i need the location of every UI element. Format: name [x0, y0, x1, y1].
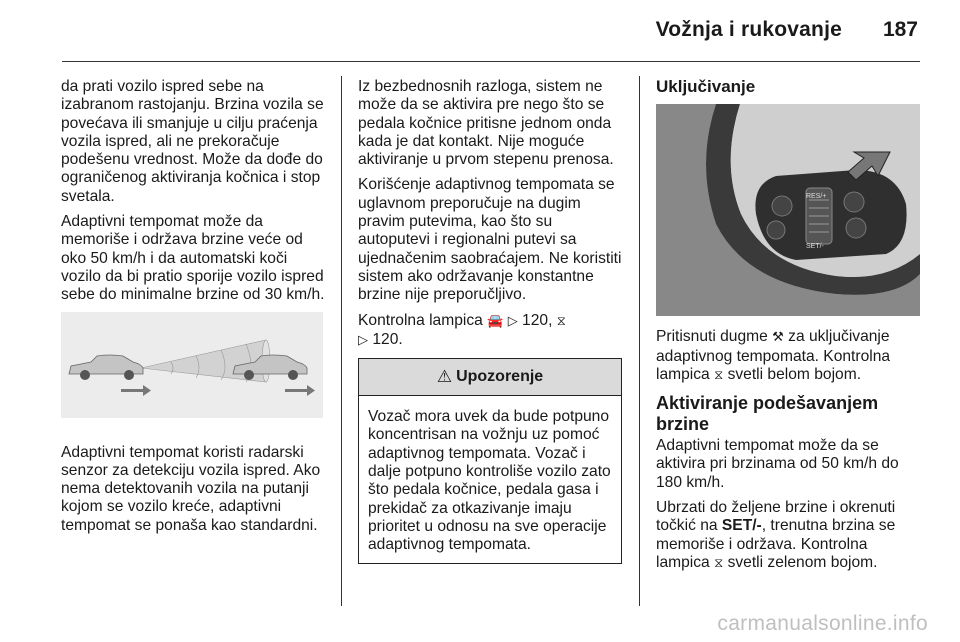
- cruise-button-icon: ⚒: [772, 330, 784, 346]
- res-label: RES/+: [806, 193, 827, 201]
- cruise-lamp-icon: ⧖: [556, 313, 566, 329]
- radar-illustration: [61, 312, 323, 418]
- col3-paragraph-3: Ubrzati do željene brzine i okrenuti točkić na SET/-, trenutna brzina se memoriše i održava. Kontrolna lampica ⧖ svetli zelenom bojom.: [656, 499, 896, 571]
- page-header: [0, 0, 960, 60]
- page-ref-2[interactable]: 120.: [372, 330, 403, 348]
- col3-paragraph-2: Adaptivni tempomat može da se aktivira pri brzinama od 50 km/h do 180 km/h.: [656, 437, 899, 491]
- column-2: [358, 78, 628, 564]
- col1-paragraph-2: Adaptivni tempomat može da memoriše i održava brzine veće od oko 50 km/h i da automatski koči vozilo da bi pratio sporije vozilo ispred sebe do minimalne brzine od 30 km/h.: [61, 213, 325, 304]
- direction-arrow-left-icon: [121, 385, 151, 396]
- page-number: 187: [882, 18, 918, 41]
- heading-speed-activation: Aktiviranje podešavanjem brzine: [656, 393, 879, 435]
- header-title: Vožnja i rukovanje: [655, 18, 842, 41]
- col3-paragraph-1: Pritisnuti dugme ⚒ za uključivanje adaptivnog tempomata. Kontrolna lampica ⧖ svetli belom bojom.: [656, 328, 891, 383]
- steering-wheel-illustration: [656, 104, 920, 316]
- control-lamp-label: Kontrolna lampica: [358, 311, 483, 329]
- col2-paragraph-1: Iz bezbednosnih razloga, sistem ne može da se aktivira pre nego što se pedala kočnice pritisne jednom onda kada je dat kontakt. Nije moguće aktiviranje u prvom stepenu prenosa.: [358, 78, 614, 169]
- car-lamp-icon: 🚘: [487, 313, 504, 329]
- col1-paragraph-3: Adaptivni tempomat koristi radarski senzor za detekciju vozila ispred. Ako nema detektovanih vozila na putanji kojom se vozilo kreće, adaptivni tempomat se ponaša kao standardni.: [61, 443, 321, 534]
- column-1: [61, 78, 329, 542]
- heading-activation: Uključivanje: [656, 77, 756, 96]
- warning-title: Upozorenje: [456, 368, 544, 385]
- watermark: carmanualsonline.info: [717, 612, 928, 635]
- rear-car-icon: [69, 355, 143, 380]
- col2-paragraph-3: [358, 312, 628, 351]
- direction-arrow-right-icon: [285, 385, 315, 396]
- warning-box: [358, 358, 622, 563]
- reference-arrow-icon: ▷: [358, 332, 368, 348]
- page-ref-1[interactable]: 120,: [522, 311, 553, 329]
- header-rule: [62, 61, 920, 62]
- column-divider-1: [341, 76, 342, 606]
- col2-paragraph-2: Korišćenje adaptivnog tempomata se uglavnom preporučuje na dugim pravim putevima, kao što su autoputevi i regionalni putevi sa ujednačenim saobraćajem. Ne koristiti sistem ako održavanje konstantne brzine nije preporučljivo.: [358, 176, 622, 304]
- warning-header: [359, 359, 621, 396]
- column-3: [656, 78, 922, 580]
- col1-paragraph-1: da prati vozilo ispred sebe na izabranom rastojanju. Brzina vozila se povećava ili smanjuje u cilju praćenja vozila ispred, ali ne prekoračuje podešenu vrednost. Može da dođe do ograničenog aktiviranja kočnica i stop svetala.: [61, 78, 324, 205]
- column-divider-2: [639, 76, 640, 606]
- warning-triangle-icon: ⚠: [436, 367, 453, 386]
- warning-text: Vozač mora uvek da bude potpuno koncentrisan na vožnju uz pomoć adaptivnog tempomata. Vozač i dalje potpuno kontroliše vozilo zato što pedala kočnice, pedala gasa i prekidač za otkazivanje imaju prioritet u odnosu na sve operacije adaptivnog tempomata.: [368, 408, 611, 554]
- cruise-lamp-icon: ⧖: [714, 367, 724, 383]
- set-label-text: SET/-: [721, 517, 762, 535]
- set-label: SET/-: [806, 243, 824, 251]
- cruise-lamp-icon: ⧖: [714, 555, 724, 571]
- reference-arrow-icon: ▷: [507, 313, 518, 329]
